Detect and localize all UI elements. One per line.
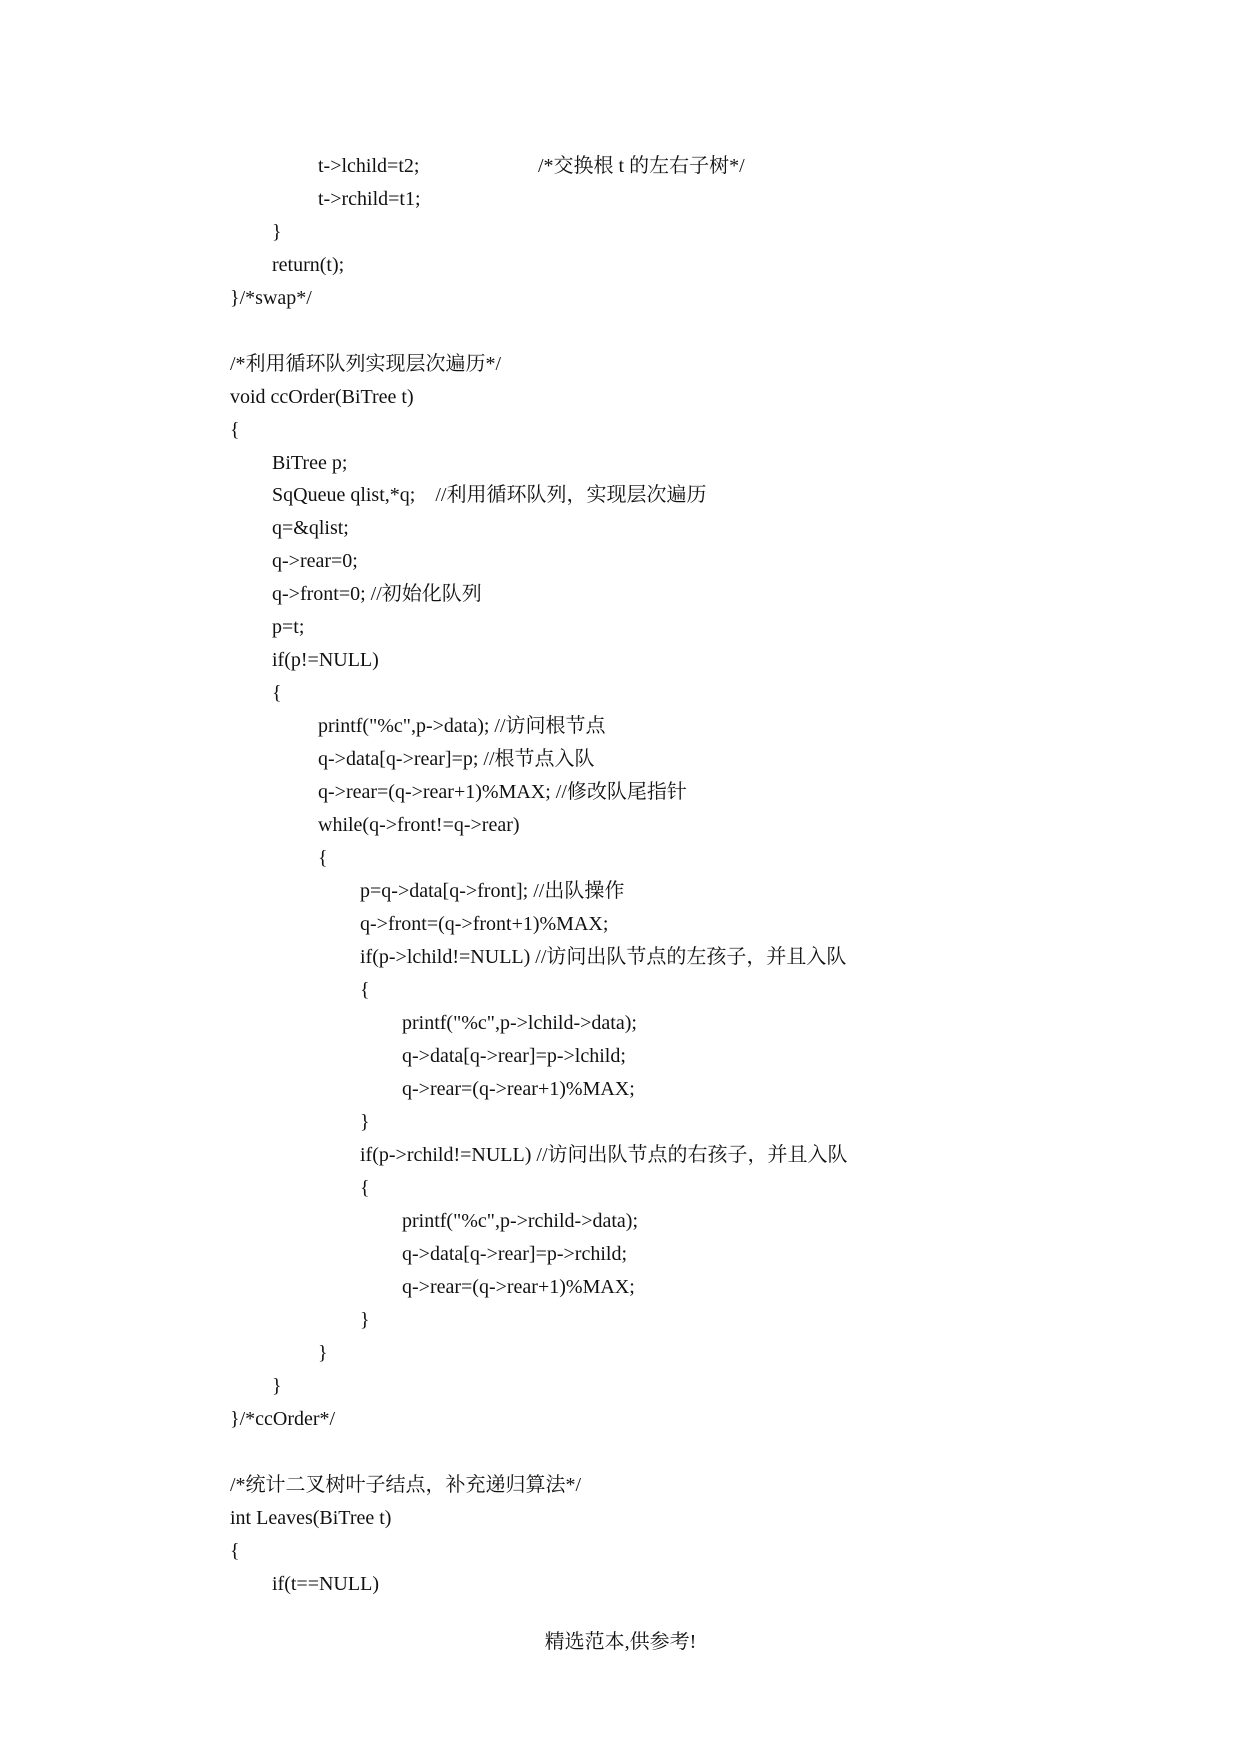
code-line: BiTree p; <box>272 452 348 474</box>
code-line: if(p!=NULL) <box>272 649 379 671</box>
code-line: while(q->front!=q->rear) <box>318 814 520 836</box>
code-line: }/*swap*/ <box>230 287 312 309</box>
code-line: } <box>318 1342 328 1364</box>
code-line: void ccOrder(BiTree t) <box>230 386 414 408</box>
code-line: q->rear=(q->rear+1)%MAX; <box>402 1276 635 1298</box>
code-comment: /*利用循环队列实现层次遍历*/ <box>230 353 502 375</box>
code-line: q->data[q->rear]=p->lchild; <box>402 1045 626 1067</box>
code-line: q->rear=0; <box>272 550 358 572</box>
code-comment: /*统计二叉树叶子结点，补充递归算法*/ <box>230 1474 582 1496</box>
code-line: SqQueue qlist,*q; //利用循环队列，实现层次遍历 <box>272 484 707 506</box>
code-line: q->data[q->rear]=p->rchild; <box>402 1243 628 1265</box>
code-line: }/*ccOrder*/ <box>230 1408 336 1430</box>
code-line: p=t; <box>272 616 305 638</box>
code-line: { <box>318 847 328 869</box>
code-line: q->rear=(q->rear+1)%MAX; //修改队尾指针 <box>318 781 687 803</box>
code-line: printf("%c",p->data); //访问根节点 <box>318 715 606 737</box>
code-line: q->rear=(q->rear+1)%MAX; <box>402 1078 635 1100</box>
code-line: printf("%c",p->rchild->data); <box>402 1210 639 1232</box>
code-line: } <box>360 1309 370 1331</box>
code-line: if(p->rchild!=NULL) //访问出队节点的右孩子，并且入队 <box>360 1144 848 1166</box>
code-line: { <box>230 419 240 441</box>
code-line: { <box>360 1177 370 1199</box>
page-footer: 精选范本,供参考! <box>544 1631 697 1653</box>
code-line: if(p->lchild!=NULL) //访问出队节点的左孩子，并且入队 <box>360 946 847 968</box>
code-line: q->front=0; //初始化队列 <box>272 583 482 605</box>
code-line: t->rchild=t1; <box>318 188 421 210</box>
code-line: { <box>230 1540 240 1562</box>
code-line: q->front=(q->front+1)%MAX; <box>360 913 609 935</box>
code-line: q=&qlist; <box>272 517 349 539</box>
code-line: { <box>360 979 370 1001</box>
code-line: } <box>272 1375 282 1397</box>
code-line: p=q->data[q->front]; //出队操作 <box>360 880 625 902</box>
code-line: { <box>272 682 282 704</box>
code-line: } <box>272 221 282 243</box>
code-comment: /*交换根 t 的左右子树*/ <box>538 155 745 177</box>
code-line: q->data[q->rear]=p; //根节点入队 <box>318 748 595 770</box>
code-line: int Leaves(BiTree t) <box>230 1507 392 1529</box>
code-line: printf("%c",p->lchild->data); <box>402 1012 637 1034</box>
code-line: t->lchild=t2; <box>318 155 420 177</box>
code-line: if(t==NULL) <box>272 1573 379 1595</box>
code-line: return(t); <box>272 254 345 276</box>
code-line: } <box>360 1111 370 1133</box>
